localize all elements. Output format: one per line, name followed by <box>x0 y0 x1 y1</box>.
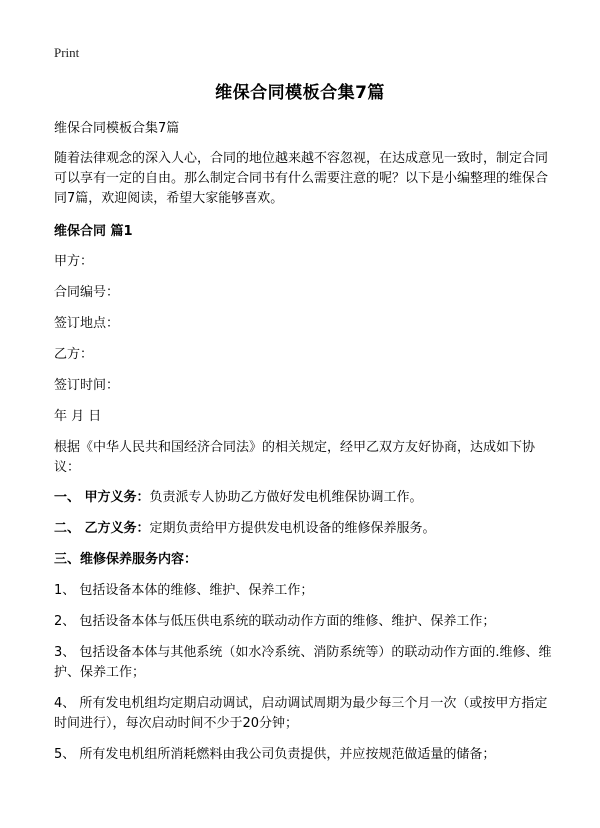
section-heading: 维保合同 篇1 <box>54 224 133 239</box>
field-party-a: 甲方： <box>54 254 94 269</box>
list-item: 3、 包括设备本体与其他系统（如水冷系统、消防系统等）的联动动作方面的.维修、维护、保养工作； <box>54 645 552 680</box>
duty-party-a <box>54 488 554 508</box>
document-body <box>54 119 554 776</box>
list-item: 1、 包括设备本体的维修、维护、保养工作； <box>54 583 314 598</box>
list-item: 4、 所有发电机组均定期启动调试，启动调试周期为最少每三个月一次（或按甲方指定时间进行），每次启动时间不少于20分钟； <box>54 696 548 731</box>
duty-party-a-text: 负责派专人协助乙方做好发电机维保协调工作。 <box>149 490 423 505</box>
duty-party-b-label: 二、 乙方义务： <box>54 521 150 536</box>
field-signing-time: 签订时间： <box>54 378 120 393</box>
field-party-b: 乙方： <box>54 347 94 362</box>
page-title: 维保合同模板合集7篇 <box>215 83 385 103</box>
list-item: 2、 包括设备本体与低压供电系统的联动动作方面的维修、维护、保养工作； <box>54 614 496 629</box>
duty-party-b <box>54 519 554 539</box>
print-link[interactable]: Print <box>54 45 80 60</box>
list-item: 5、 所有发电机组所消耗燃料由我公司负责提供，并应按规范做适量的储备； <box>54 747 496 762</box>
intro-paragraph: 随着法律观念的深入人心，合同的地位越来越不容忽视，在达成意见一致时，制定合同可以享有一定的自由。那么制定合同书有什么需要注意的呢？以下是小编整理的维保合同7篇，欢迎阅读，希望大家能够喜欢。 <box>54 151 549 206</box>
services-heading: 三、维修保养服务内容： <box>54 552 198 567</box>
field-date: 年 月 日 <box>54 409 102 424</box>
document-subtitle: 维保合同模板合集7篇 <box>54 121 180 136</box>
field-signing-place: 签订地点： <box>54 316 120 331</box>
field-contract-number: 合同编号： <box>54 285 120 300</box>
duty-party-b-text: 定期负责给甲方提供发电机设备的维修保养服务。 <box>149 521 436 536</box>
duty-party-a-label: 一、 甲方义务： <box>54 490 150 505</box>
basis-paragraph: 根据《中华人民共和国经济合同法》的相关规定，经甲乙双方友好协商，达成如下协议： <box>54 440 536 475</box>
